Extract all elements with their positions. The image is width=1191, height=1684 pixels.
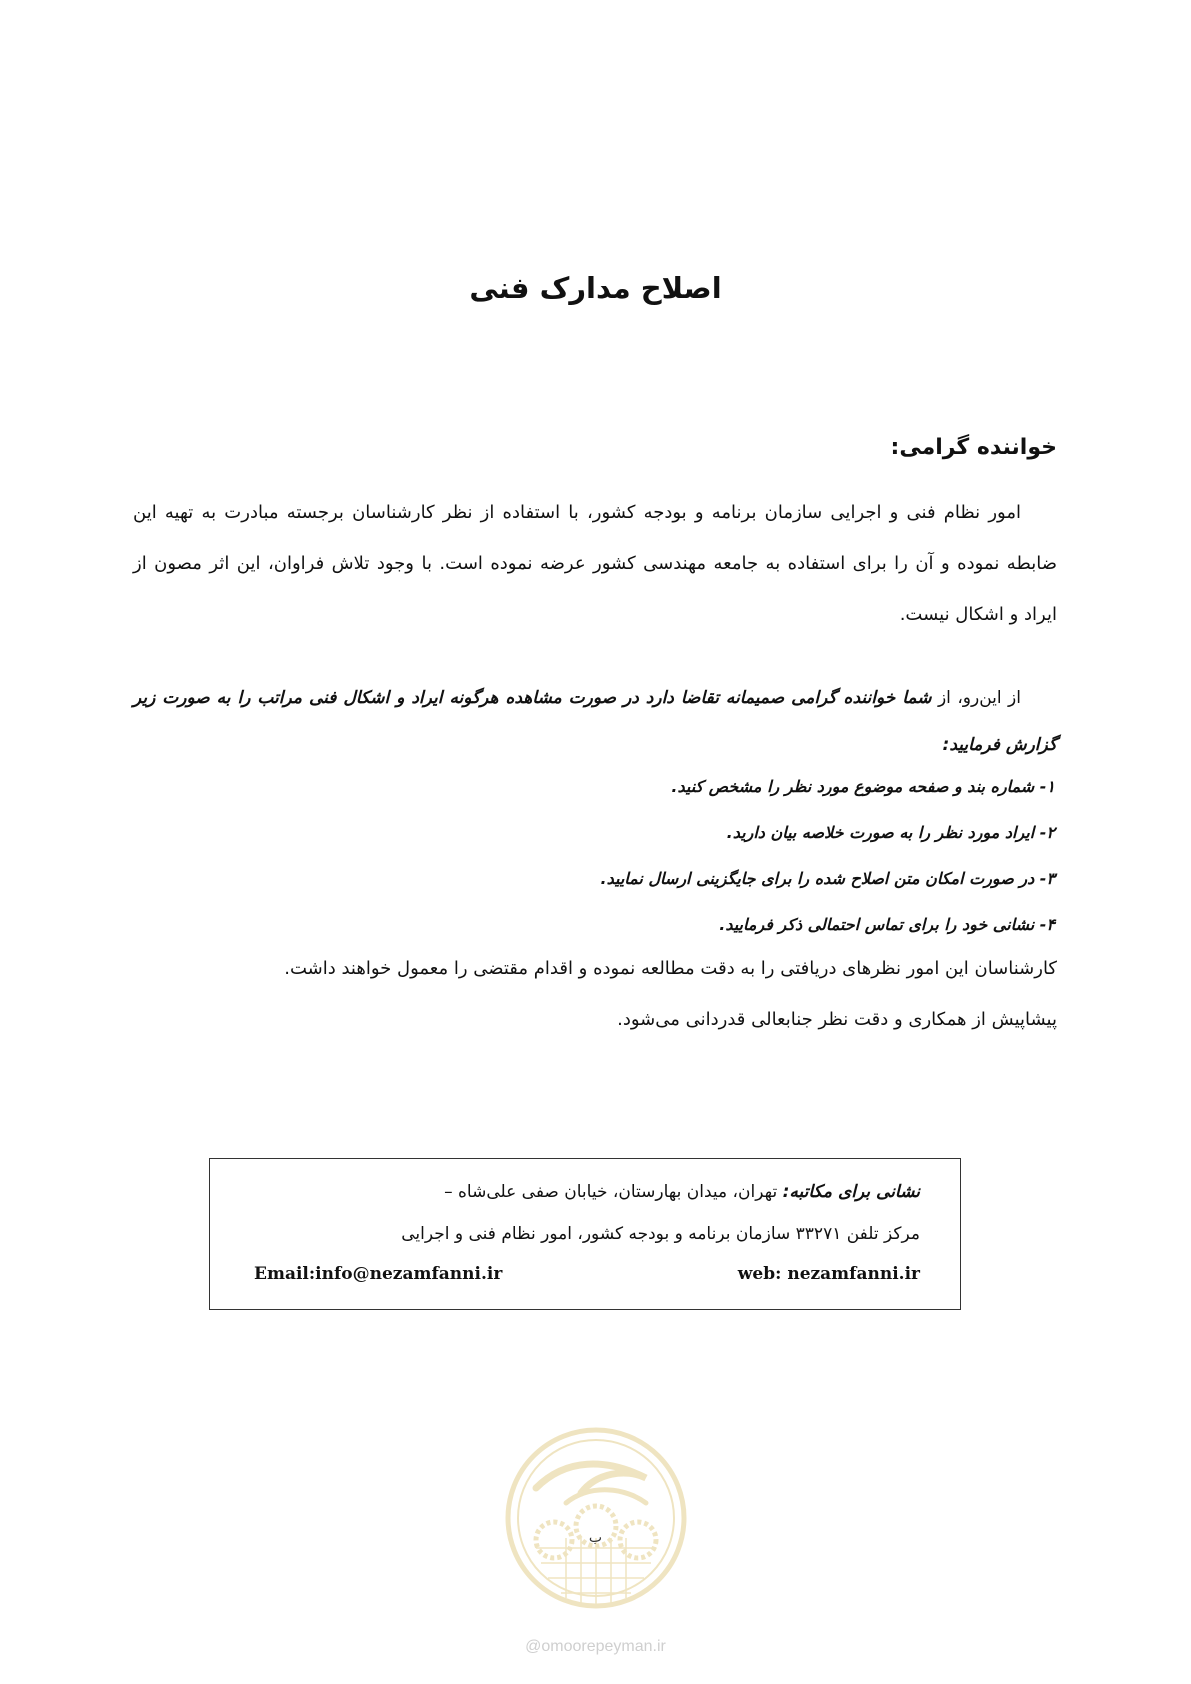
closing-section [133,943,1057,1045]
intro-paragraph: امور نظام فنی و اجرایی سازمان برنامه و بودجه کشور، با استفاده از نظر کارشناسان برجسته مبادرت به تهیه این ضابطه نموده و آن را برای استفاده به جامعه مهندسی کشور عرضه نموده است. با وجود تلاش فراوان، این اثر مصون از ایراد و اشکال نیست. [133,502,1057,625]
page-number: ب [588,1530,603,1546]
report-step-2: ۲- ایراد مورد نظر را به صورت خلاصه بیان دارید. [726,823,1055,842]
report-step-3: ۳- در صورت امکان متن اصلاح شده را برای جایگزینی ارسال نمایید. [600,869,1055,888]
address-text: تهران، میدان بهارستان، خیابان صفی علی‌شاه – [444,1182,778,1202]
greeting-heading: خواننده گرامی: [890,435,1057,460]
request-emphasis: شما خواننده گرامی صمیمانه تقاضا دارد در صورت مشاهده هرگونه ایراد و اشکال فنی مراتب را به صورت زیر گزارش فرمایید: [133,688,1057,755]
closing-line-1: کارشناسان این امور نظرهای دریافتی را به دقت مطالعه نموده و اقدام مقتضی را معمول خواهند داشت. [284,958,1057,979]
page-title: اصلاح مدارک فنی [469,271,722,305]
report-step-1: ۱- شماره بند و صفحه موضوع مورد نظر را مشخص کنید. [671,777,1055,796]
omoore-peyman-logo-watermark [496,1418,696,1618]
report-step-4: ۴- نشانی خود را برای تماس احتمالی ذکر فرمایید. [719,915,1055,934]
contact-address-line [444,1179,920,1205]
closing-line-2: پیشاپیش از همکاری و دقت نظر جنابعالی قدردانی می‌شود. [617,1009,1057,1030]
watermark-handle: @omoorepeyman.ir [525,1638,666,1655]
address-label: نشانی برای مکاتبه: [782,1182,920,1202]
email-link[interactable]: Email:info@nezamfanni.ir [254,1264,503,1284]
website-link[interactable]: web: nezamfanni.ir [737,1264,920,1284]
request-lead: از این‌رو، از [937,688,1021,708]
contact-box [209,1158,961,1310]
contact-phone-line: مرکز تلفن ۳۳۲۷۱ سازمان برنامه و بودجه کشور، امور نظام فنی و اجرایی [401,1224,920,1244]
report-steps-list [135,764,1055,948]
request-paragraph [133,675,1057,769]
